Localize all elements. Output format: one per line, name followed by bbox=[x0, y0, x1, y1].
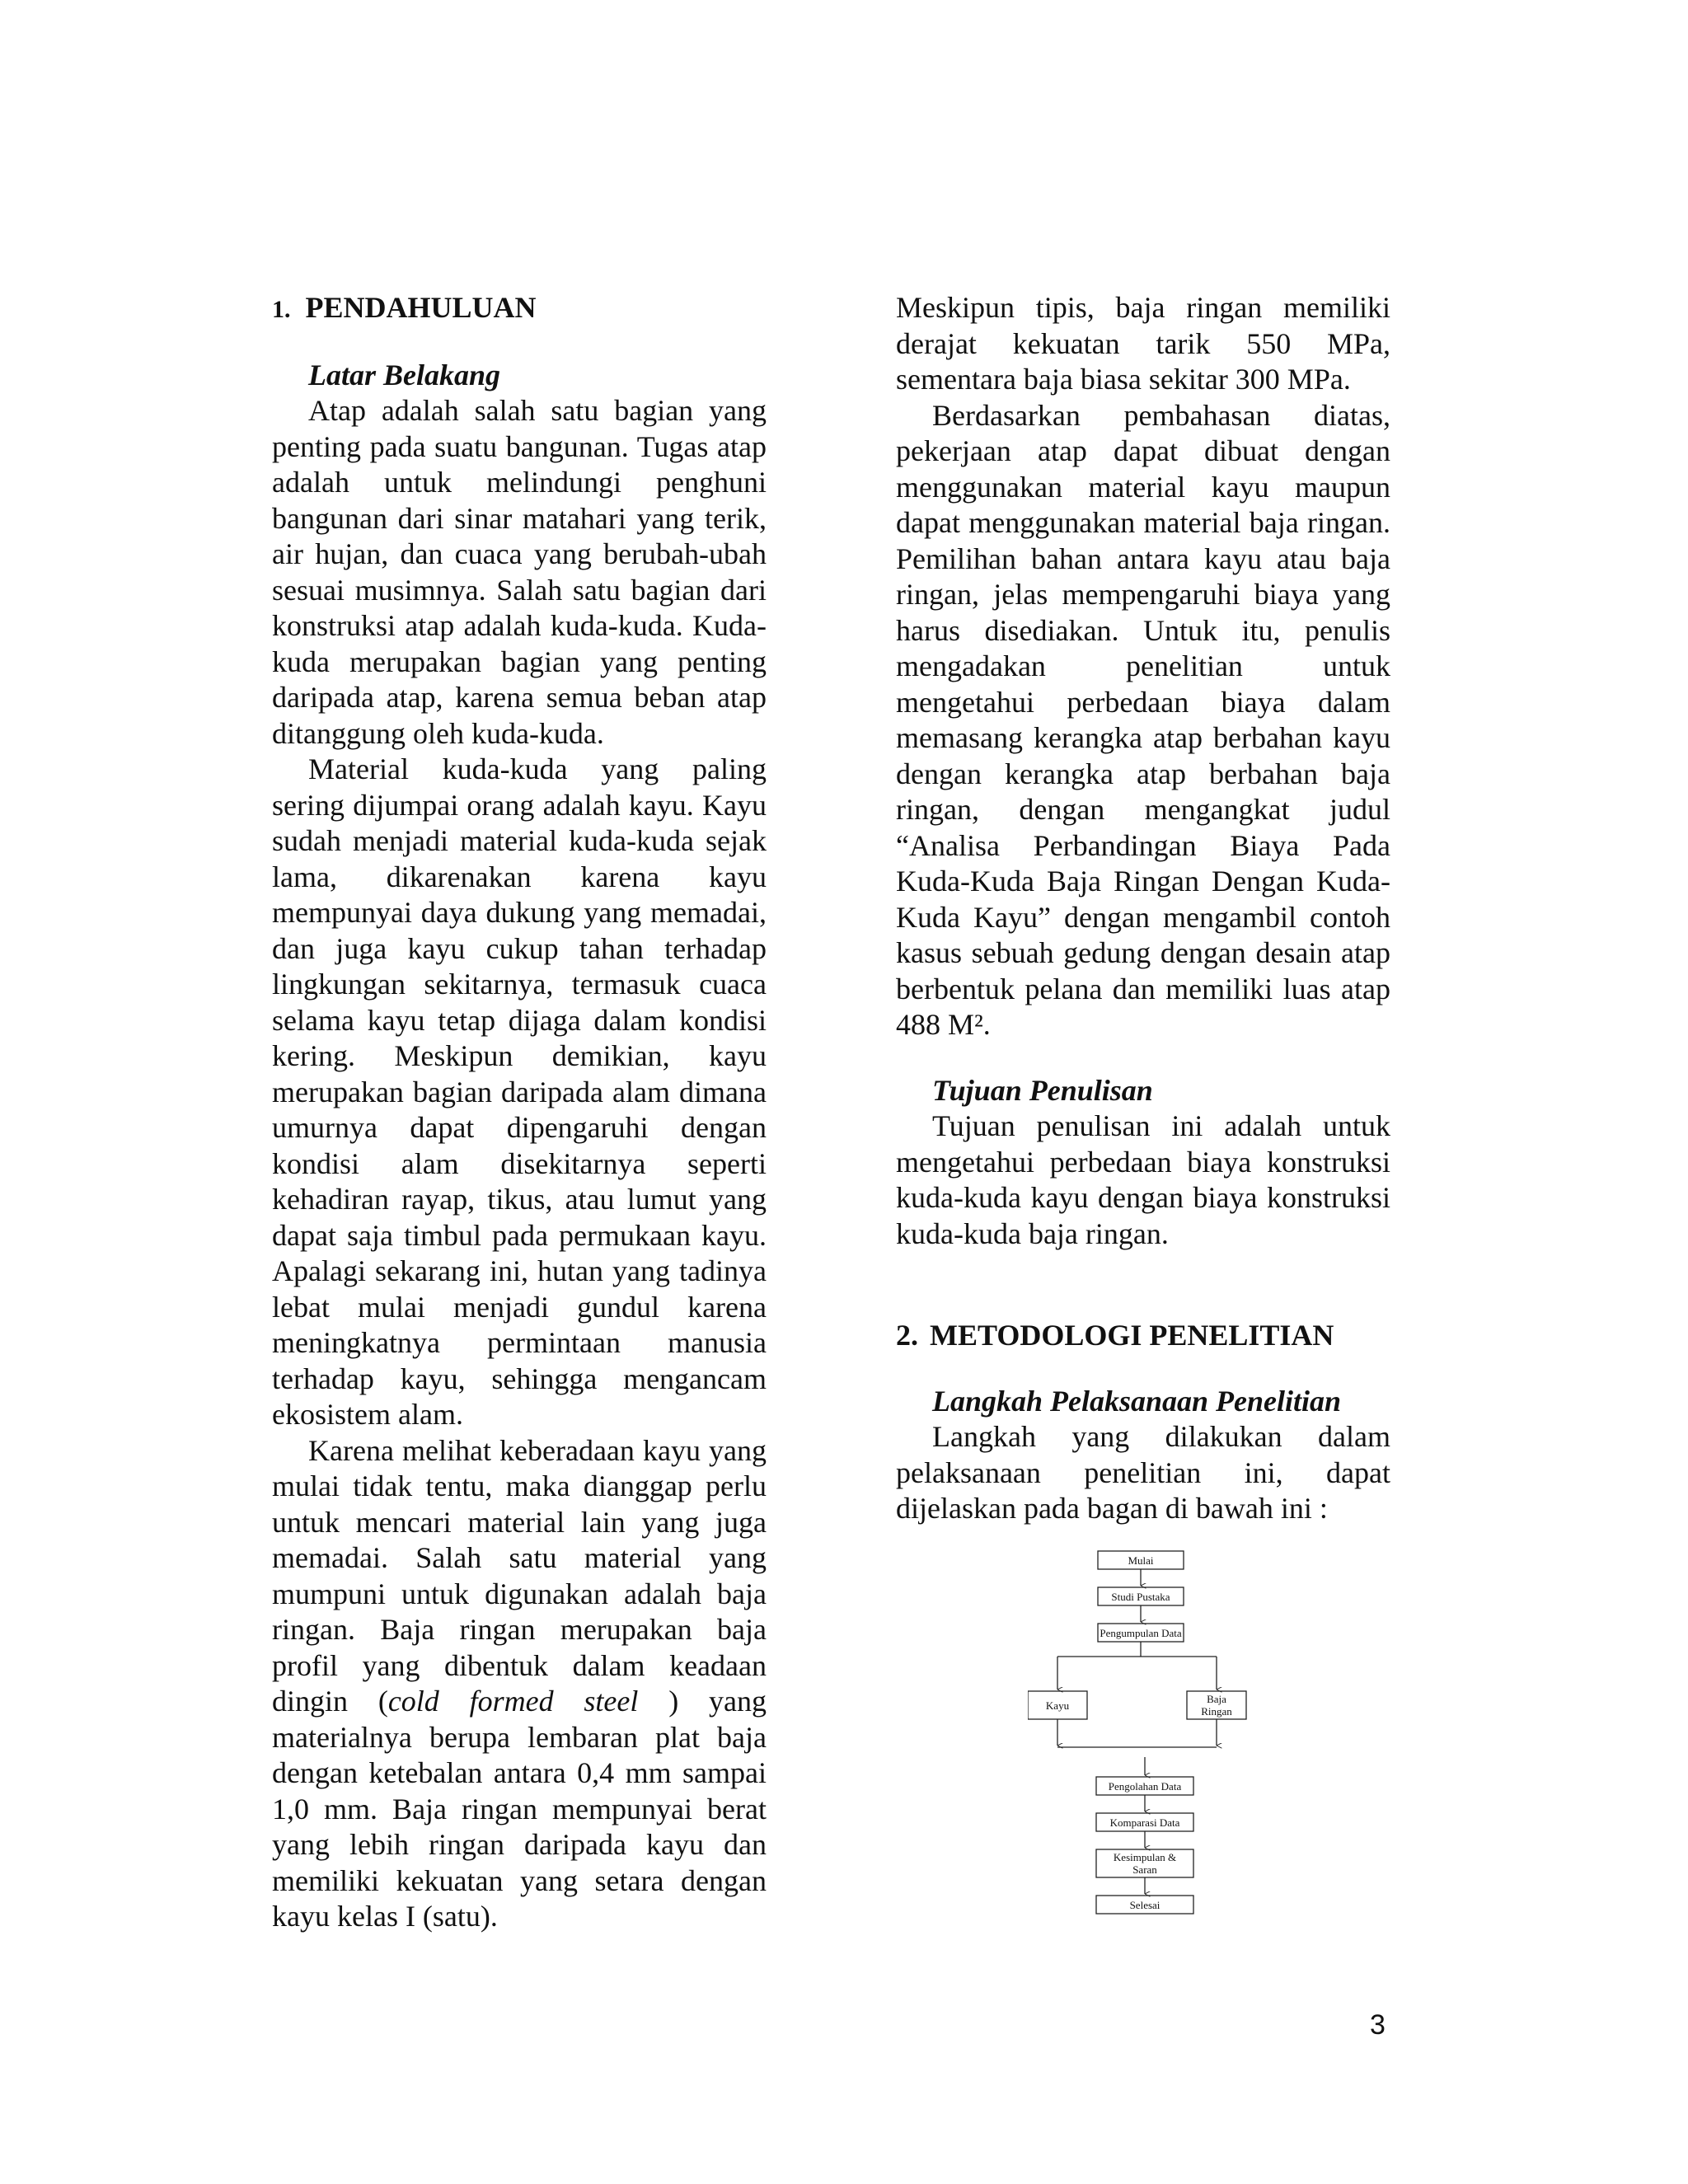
spacer bbox=[896, 1354, 1390, 1384]
paragraph-tujuan: Tujuan penulisan ini adalah untuk mengetahui perbedaan biaya konstruksi kuda-kuda kayu dengan biaya konstruksi kuda-kuda baja ringan. bbox=[896, 1109, 1390, 1250]
spacer bbox=[272, 328, 767, 358]
italic-term: cold formed steel bbox=[387, 1685, 639, 1718]
flow-label-selesai: Selesai bbox=[1129, 1899, 1160, 1911]
spacer bbox=[896, 1043, 1390, 1073]
flow-label-mulai: Mulai bbox=[1128, 1554, 1154, 1567]
right-column bbox=[896, 290, 1390, 1527]
section-2-heading bbox=[896, 1318, 1390, 1354]
paragraph-latar-4: Meskipun tipis, baja ringan memiliki derajat kekuatan tarik 550 MPa, sementara baja biasa sekitar 300 MPa. bbox=[896, 291, 1390, 396]
paragraph-latar-2: Material kuda-kuda yang paling sering dijumpai orang adalah kayu. Kayu sudah menjadi material kuda-kuda sejak lama, dikarenakan karena kayu mempunyai daya dukung yang memadai, dan juga kayu cukup tahan terhadap lingkungan sekitarnya, termasuk cuaca selama kayu tetap dijaga dalam kondisi kering. Meskipun demikian, kayu merupakan bagian daripada alam dimana umurnya dapat dipengaruhi dengan kondisi alam disekitarnya seperti kehadiran rayap, tikus, atau lumut yang dapat saja timbul pada permukaan kayu. Apalagi sekarang ini, hutan yang tadinya lebat mulai menjadi gundul karena meningkatnya permintaan manusia terhadap kayu, sehingga mengancam ekosistem alam. bbox=[272, 752, 767, 1431]
flow-label-kesimpulan-2: Saran bbox=[1132, 1863, 1157, 1876]
section-1-heading bbox=[272, 290, 767, 328]
paragraph-langkah: Langkah yang dilakukan dalam pelaksanaan penelitian ini, dapat dijelaskan pada bagan di bawah ini : bbox=[896, 1420, 1390, 1525]
subheading-latar-belakang: Latar Belakang bbox=[308, 358, 501, 391]
flow-label-pengumpulan: Pengumpulan Data bbox=[1100, 1627, 1182, 1639]
flow-label-pengolahan: Pengolahan Data bbox=[1108, 1780, 1182, 1793]
subheading-langkah: Langkah Pelaksanaan Penelitian bbox=[932, 1384, 1342, 1418]
flow-label-studi: Studi Pustaka bbox=[1111, 1591, 1170, 1603]
section-2-title: METODOLOGI PENELITIAN bbox=[930, 1319, 1334, 1352]
left-column bbox=[272, 290, 767, 1935]
paragraph-latar-3: Karena melihat keberadaan kayu yang mulai tidak tentu, maka dianggap perlu untuk mencari material lain yang juga memadai. Salah satu material yang mumpuni untuk digunakan adalah baja ringan. Baja ringan merupakan baja profil yang dibentuk dalam keadaan dingin (cold formed steel ) yang materialnya berupa lembaran plat baja dengan ketebalan antara 0,4 mm sampai 1,0 mm. Baja ringan mempunyai berat yang lebih ringan daripada kayu dan memiliki kekuatan yang setara dengan kayu kelas I (satu). bbox=[272, 1433, 767, 1933]
section-1-title: PENDAHULUAN bbox=[305, 291, 537, 324]
section-1-number: 1. bbox=[272, 296, 291, 323]
flow-label-baja-2: Ringan bbox=[1201, 1705, 1232, 1718]
paragraph-latar-5: Berdasarkan pembahasan diatas, pekerjaan atap dapat dibuat dengan menggunakan material kayu maupun dapat menggunakan material baja ringan. Pemilihan bahan antara kayu atau baja ringan, jelas mempengaruhi biaya yang harus disediakan. Untuk itu, penulis mengadakan penelitian untuk mengetahui perbedaan biaya dalam memasang kerangka atap berbahan kayu dengan kerangka atap berbahan baja ringan, dengan mengangkat judul “Analisa Perbandingan Biaya Pada Kuda-Kuda Baja Ringan Dengan Kuda-Kuda Kayu” dengan mengambil contoh kasus sebuah gedung dengan desain atap berbentuk pelana dan memiliki luas atap 488 M². bbox=[896, 398, 1390, 1041]
flow-label-komparasi: Komparasi Data bbox=[1109, 1816, 1180, 1829]
page-number: 3 bbox=[1370, 2009, 1386, 2041]
flow-label-kayu: Kayu bbox=[1045, 1699, 1070, 1712]
section-2-number: 2. bbox=[896, 1319, 918, 1352]
paragraph-latar-1: Atap adalah salah satu bagian yang penting pada suatu bangunan. Tugas atap adalah untuk melindungi penghuni bangunan dari sinar matahari yang terik, air hujan, dan cuaca yang berubah-ubah sesuai musimnya. Salah satu bagian dari konstruksi atap adalah kuda-kuda. Kuda-kuda merupakan bagian yang penting daripada atap, karena semua beban atap ditanggung oleh kuda-kuda. bbox=[272, 394, 767, 750]
subheading-tujuan-penulisan: Tujuan Penulisan bbox=[932, 1073, 1153, 1107]
flow-label-kesimpulan-1: Kesimpulan & bbox=[1113, 1851, 1177, 1863]
research-flowchart bbox=[1028, 1549, 1267, 1929]
spacer bbox=[896, 1252, 1390, 1318]
flow-label-baja-1: Baja bbox=[1207, 1693, 1226, 1705]
